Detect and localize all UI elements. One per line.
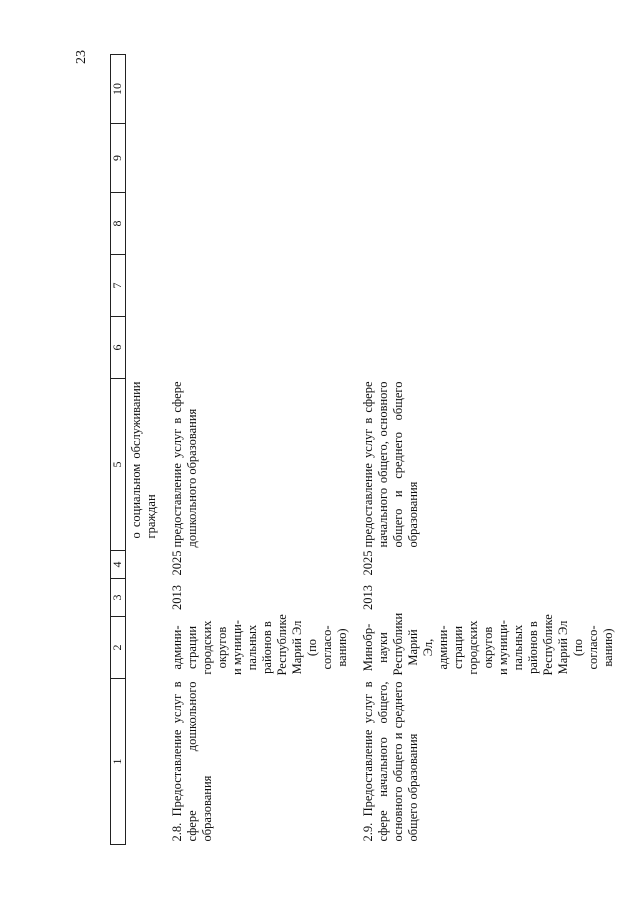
empty-cell: [167, 193, 358, 255]
end-year-cell: 2025: [361, 550, 375, 576]
measure-cell: 2.9. Предоставление услуг в сфере начального общего, основного общего и среднего общего образования: [361, 681, 420, 842]
empty-cell: [126, 317, 168, 379]
end-year-cell: [126, 551, 168, 579]
executor-cell: Минобр- науки Республики Марий Эл, админи- страции городских округов и муници- пальных районов в Республике Марий Эл (по согласо- ванию): [361, 612, 615, 676]
empty-cell: [126, 124, 168, 193]
program-table: [110, 54, 624, 845]
empty-cell: [126, 193, 168, 255]
empty-cell: [126, 55, 168, 124]
empty-cell: [126, 255, 168, 317]
result-cell: предоставление услуг в сфере начального общего, основного общего и среднего общего образования: [361, 381, 420, 548]
empty-cell: [167, 55, 358, 124]
start-year-cell: 2013: [361, 585, 375, 610]
empty-cell: [358, 124, 624, 193]
empty-cell: [167, 255, 358, 317]
result-cell: предоставление услуг в сфере дошкольного образования: [170, 381, 199, 548]
column-header-2: 2: [111, 617, 126, 679]
table-row: [126, 55, 168, 845]
page-number: 23: [74, 50, 89, 64]
column-header-8: 8: [111, 193, 126, 255]
rotated-table-sheet: [110, 55, 615, 845]
start-year-cell: 2013: [170, 585, 184, 610]
column-header-10: 10: [111, 55, 126, 124]
column-header-5: 5: [111, 379, 126, 551]
measure-cell: [126, 679, 168, 845]
column-header-3: 3: [111, 579, 126, 617]
empty-cell: [358, 255, 624, 317]
start-year-cell: [126, 579, 168, 617]
empty-cell: [358, 317, 624, 379]
executor-cell: [126, 617, 168, 679]
column-header-6: 6: [111, 317, 126, 379]
result-cell: о социальном обслуживании граждан: [129, 381, 158, 539]
column-header-9: 9: [111, 124, 126, 193]
measure-cell: 2.8. Предоставление услуг в сфере дошкольного образования: [170, 681, 214, 842]
empty-cell: [167, 317, 358, 379]
column-number-header: [111, 55, 126, 845]
end-year-cell: 2025: [170, 550, 184, 576]
executor-cell: админи- страции городских округов и муници- пальных районов в Республике Марий Эл (по согласо- ванию): [170, 614, 349, 676]
table-row: [167, 55, 358, 845]
column-header-1: 1: [111, 679, 126, 845]
empty-cell: [358, 193, 624, 255]
empty-cell: [167, 124, 358, 193]
table-row: [358, 55, 624, 845]
empty-cell: [358, 55, 624, 124]
column-header-7: 7: [111, 255, 126, 317]
column-header-4: 4: [111, 551, 126, 579]
